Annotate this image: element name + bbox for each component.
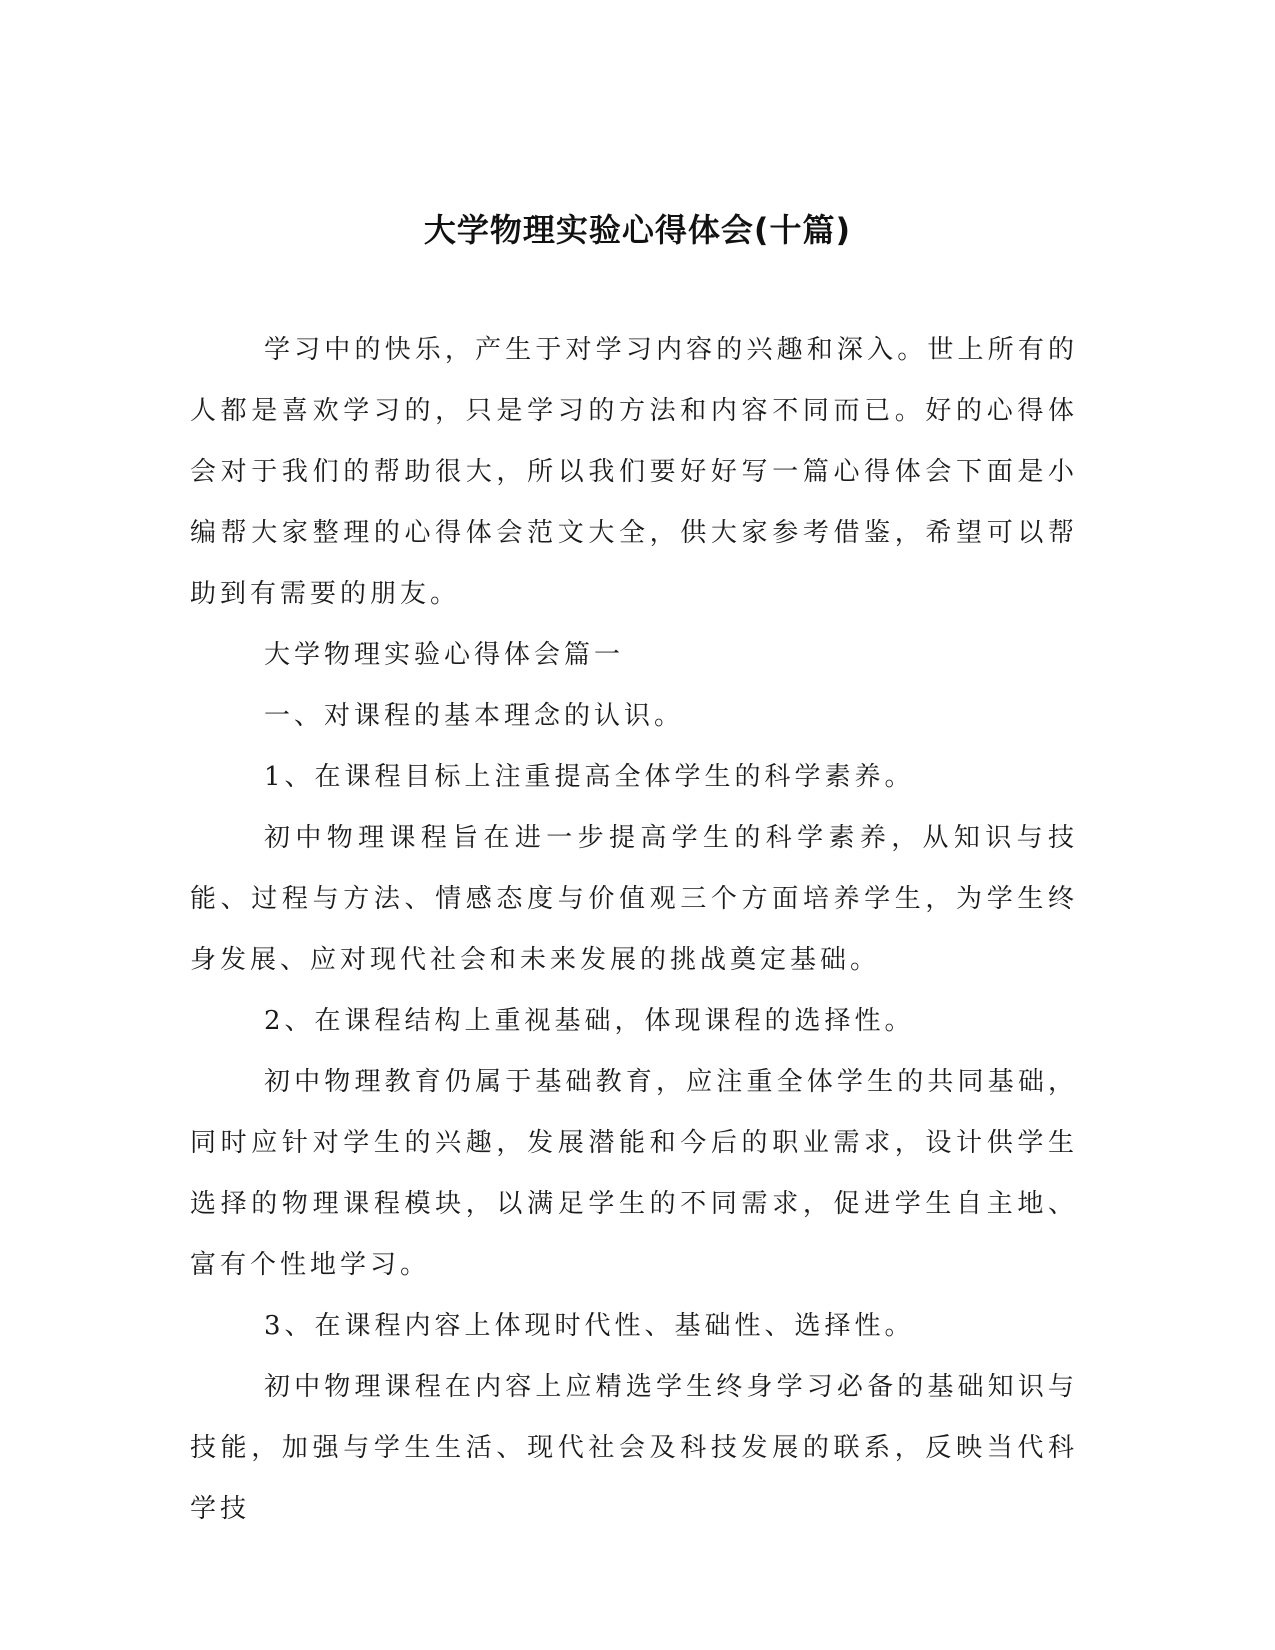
intro-paragraph: 学习中的快乐，产生于对学习内容的兴趣和深入。世上所有的人都是喜欢学习的，只是学习的方法和内容不同而已。好的心得体会对于我们的帮助很大，所以我们要好好写一篇心得体会下面是小编帮大家整理的心得体会范文大全，供大家参考借鉴，希望可以帮助到有需要的朋友。 [190, 335, 1078, 609]
section-heading: 大学物理实验心得体会篇一 [264, 640, 625, 670]
subsection-heading: 一、对课程的基本理念的认识。 [264, 701, 685, 731]
document-body [190, 320, 1078, 1540]
point-paragraph-3: 初中物理课程在内容上应精选学生终身学习必备的基础知识与技能，加强与学生生活、现代社会及科技发展的联系，反映当代科学技 [190, 1372, 1078, 1524]
point-heading-1: 1、在课程目标上注重提高全体学生的科学素养。 [264, 762, 915, 792]
point-paragraph-1: 初中物理课程旨在进一步提高学生的科学素养，从知识与技能、过程与方法、情感态度与价值观三个方面培养学生，为学生终身发展、应对现代社会和未来发展的挑战奠定基础。 [190, 823, 1078, 975]
document-title: 大学物理实验心得体会(十篇) [423, 211, 852, 249]
point-paragraph-2: 初中物理教育仍属于基础教育，应注重全体学生的共同基础，同时应针对学生的兴趣，发展潜能和今后的职业需求，设计供学生选择的物理课程模块，以满足学生的不同需求，促进学生自主地、富有个性地学习。 [190, 1067, 1078, 1280]
point-heading-2: 2、在课程结构上重视基础，体现课程的选择性。 [264, 1006, 915, 1036]
point-heading-3: 3、在课程内容上体现时代性、基础性、选择性。 [264, 1311, 915, 1341]
